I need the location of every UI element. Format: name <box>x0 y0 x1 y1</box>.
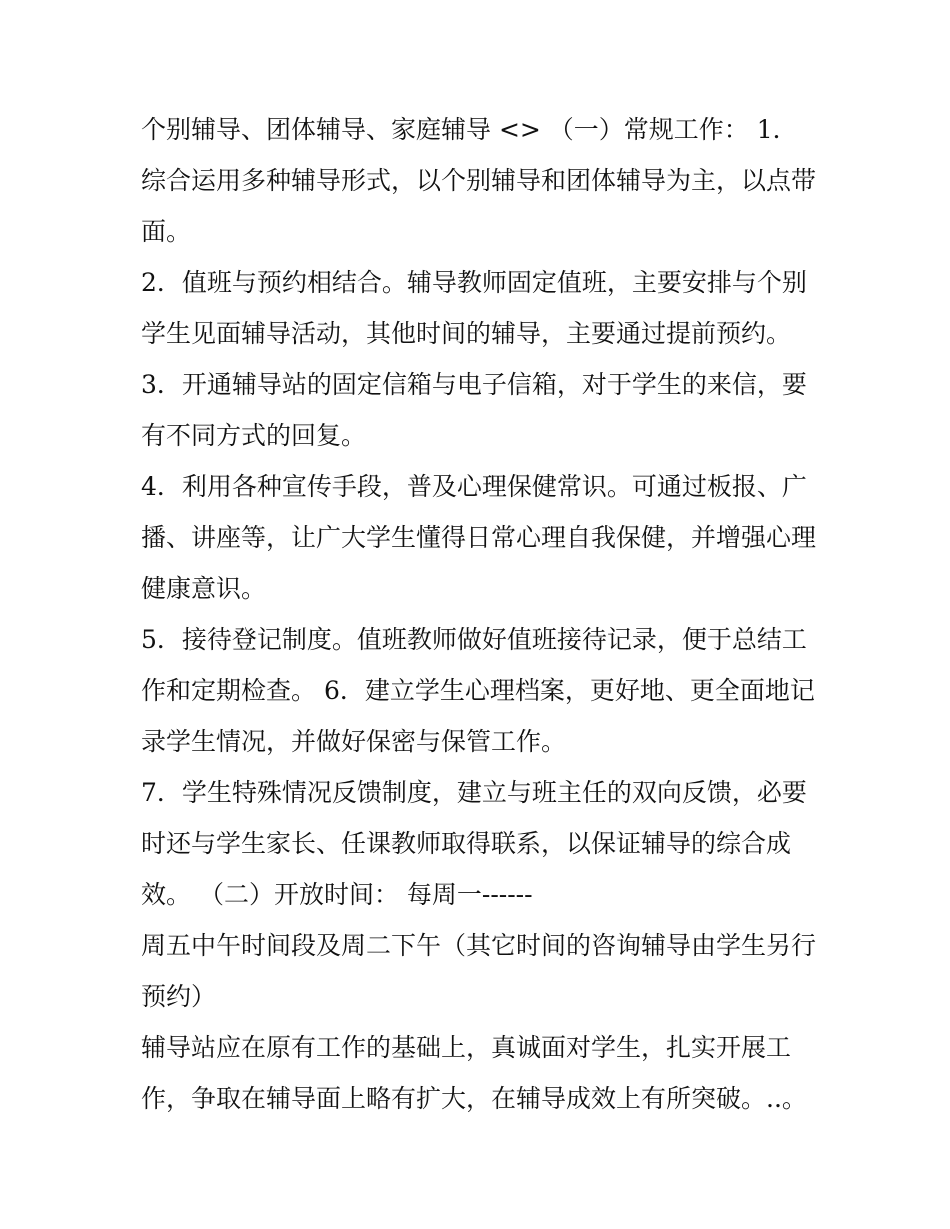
paragraph-item-7-feedback-opening-hours: 7．学生特殊情况反馈制度，建立与班主任的双向反馈，必要时还与学生家长、任课教师取得联系，以保证辅导的综合成效。 （二）开放时间： 每周一------ <box>141 778 807 909</box>
paragraph-item-3-mailbox: 3．开通辅导站的固定信箱与电子信箱，对于学生的来信，要有不同方式的回复。 <box>141 370 807 450</box>
paragraph-opening-schedule: 周五中午时间段及周二下午（其它时间的咨询辅导由学生另行预约） <box>141 931 817 1011</box>
paragraph-item-2-duty-appointment: 2．值班与预约相结合。辅导教师固定值班，主要安排与个别学生见面辅导活动，其他时间的辅导，主要通过提前预约。 <box>141 268 807 348</box>
paragraph-item-4-publicity: 4．利用各种宣传手段，普及心理保健常识。可通过板报、广播、讲座等，让广大学生懂得日常心理自我保健，并增强心理健康意识。 <box>141 472 817 603</box>
document-body <box>141 104 821 1124</box>
paragraph-item-5-6-records: 5．接待登记制度。值班教师做好值班接待记录，便于总结工作和定期检查。 6．建立学生心理档案，更好地、更全面地记录学生情况，并做好保密与保管工作。 <box>141 625 815 756</box>
paragraph-conclusion: 辅导站应在原有工作的基础上，真诚面对学生，扎实开展工作，争取在辅导面上略有扩大，在辅导成效上有所突破。..。 <box>141 1033 807 1113</box>
paragraph-intro-routine-work: 个别辅导、团体辅导、家庭辅导 <> （一）常规工作： 1．综合运用多种辅导形式，以个别辅导和团体辅导为主，以点带面。 <box>141 115 817 246</box>
